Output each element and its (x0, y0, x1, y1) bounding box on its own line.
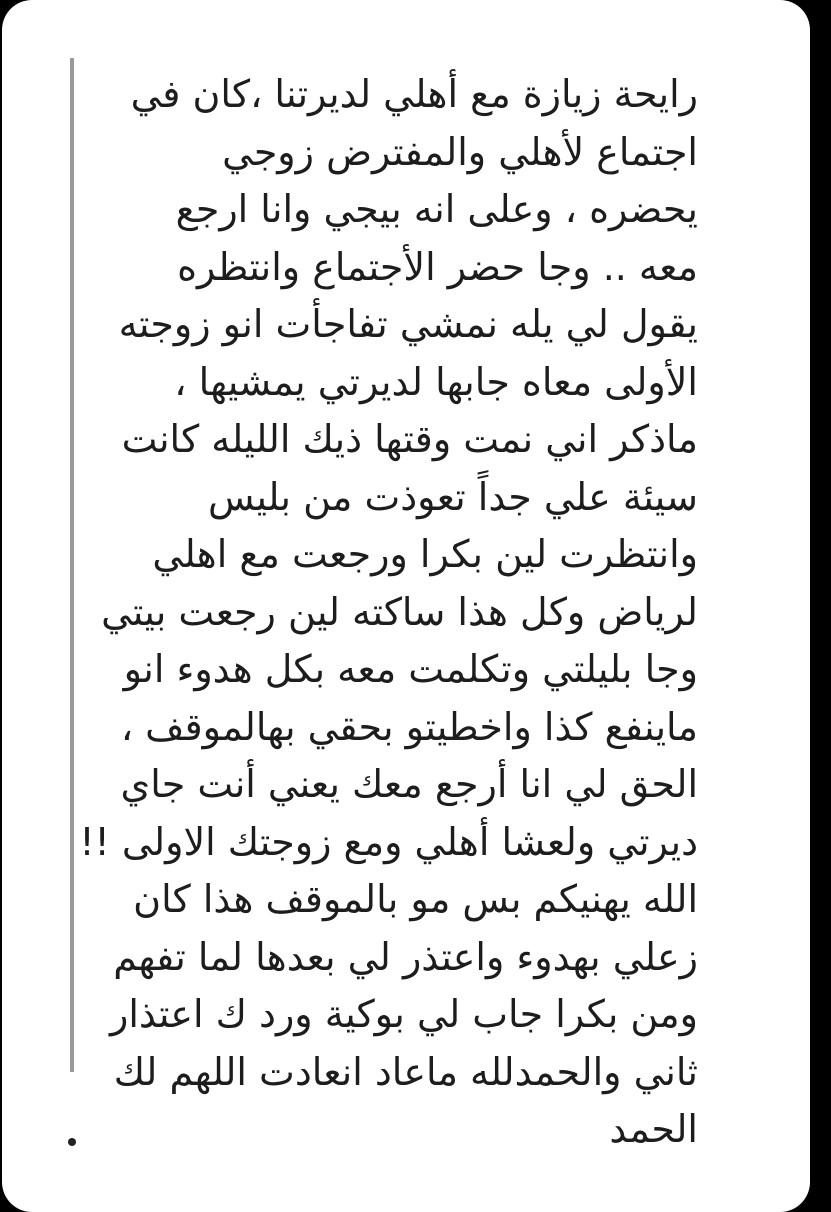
message-line: اجتماع لأهلي والمفترض زوجي (222, 129, 698, 174)
message-line: زعلي بهدوء واعتذر لي بعدها لما تفهم (113, 934, 698, 979)
message-line: وانتظرت لين بكرا ورجعت مع اهلي (152, 532, 698, 576)
message-line: سيئة علي جداً تعوذت من بليس (207, 474, 698, 519)
message-line: معه .. وجا حضر الأجتماع وانتظره (177, 244, 698, 289)
message-line: ماذكر اني نمت وقتها ذيك الليله كانت (121, 417, 698, 461)
message-line: رايحة زيازة مع أهلي لديرتنا ،كان في (130, 72, 698, 116)
message-line: الأولى معاه جابها لديرتي يمشيها ، (174, 359, 698, 404)
dot-indicator (68, 1138, 76, 1146)
message-line: ثاني والحمدلله ماعاد انعادت اللهم لك (113, 1049, 698, 1094)
message-line: يحضره ، وعلى انه بيجي وانا ارجع (175, 187, 698, 231)
message-line: الحق لي انا أرجع معك يعني أنت جاي (120, 762, 698, 806)
message-line: يقول لي يله نمشي تفاجأت انو زوجته (118, 302, 698, 346)
message-line: ماينفع كذا واخطيتو بحقي بهالموقف ، (120, 704, 698, 749)
message-line: وجا بليلتي وتكلمت معه بكل هدوء انو (123, 647, 698, 691)
message-line: ومن بكرا جاب لي بوكية ورد ك اعتذار (110, 992, 698, 1036)
message-line: ديرتي ولعشا أهلي ومع زوجتك الاولى !! (79, 819, 698, 864)
message-text (79, 66, 698, 1159)
message-line: الحمد (609, 1107, 698, 1151)
message-line: الله يهنيكم بس مو بالموقف هذا كان (133, 877, 698, 921)
quote-bar (70, 58, 74, 1072)
message-line: لرياض وكل هذا ساكته لين رجعت بيتي (101, 589, 698, 634)
message-card (2, 0, 810, 1212)
